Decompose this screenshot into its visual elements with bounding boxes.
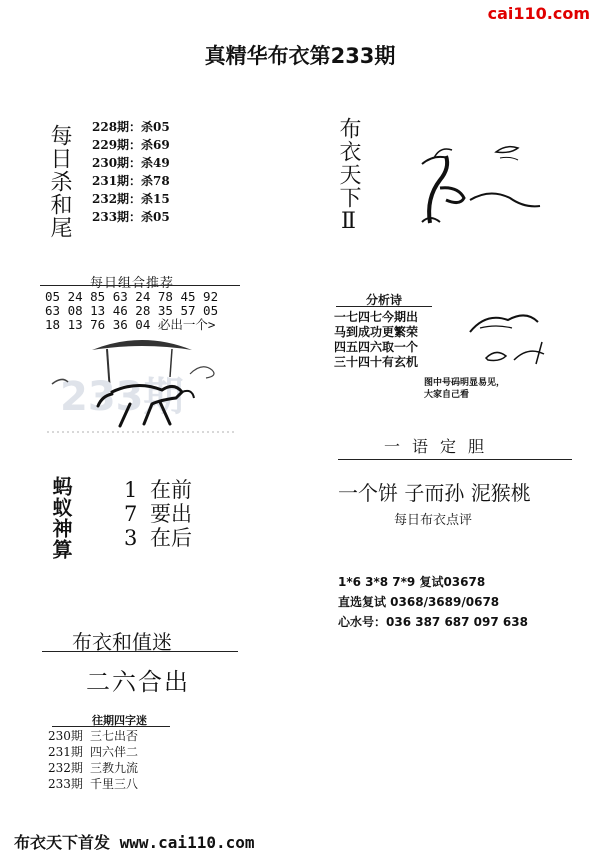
kill-tail-item: 229期：杀69 <box>92 138 170 152</box>
poem-line: 三十四十有玄机 <box>334 355 419 369</box>
history-row <box>48 728 138 744</box>
history-title: 往期四字迷 <box>92 714 147 727</box>
divider <box>338 459 572 460</box>
ant-calc-text: 在后 <box>150 526 192 550</box>
svg-text:233期: 233期 <box>60 374 184 420</box>
poem-note-line: 图中号码明显易见， <box>424 378 506 388</box>
history-list <box>48 728 138 792</box>
pick-line: 心水号：036 387 687 097 638 <box>338 615 528 629</box>
divider <box>42 651 238 652</box>
ant-calc-text: 在前 <box>150 478 192 502</box>
ant-calc-number: 1 <box>124 478 138 502</box>
ant-calc-text: 要出 <box>150 502 192 526</box>
page-title: 真精华布衣第233期 <box>204 44 396 68</box>
history-period: 233期 <box>48 777 83 791</box>
daily-combo-numbers <box>45 290 218 332</box>
divider <box>40 285 240 286</box>
ant-calc-row <box>124 526 192 550</box>
kill-tail-list <box>92 118 170 226</box>
poem-line: 四五四六取一个 <box>334 340 419 354</box>
kill-tail-item: 230期：杀49 <box>92 156 170 170</box>
bird-tree-illustration <box>400 138 550 228</box>
poem-lines <box>334 310 418 370</box>
number-picks <box>338 572 528 632</box>
combo-row: 63 08 13 46 28 35 57 05 <box>45 303 219 318</box>
history-row <box>48 760 138 776</box>
poem-note-line: 大家自己看 <box>424 390 470 400</box>
divider <box>52 726 170 727</box>
horse-illustration <box>42 332 242 452</box>
ant-calc-label: 蚂蚁神算 <box>49 476 73 560</box>
daily-kill-tail-label: 每日杀和尾 <box>47 124 72 239</box>
ant-calc-row <box>124 478 192 502</box>
one-word-answer: 一个饼 子而孙 泥猴桃 <box>338 481 531 505</box>
riddle-title: 布衣和值迷 <box>72 630 172 654</box>
combo-row: 18 13 76 36 04 必出一个> <box>45 317 216 332</box>
history-text: 三教九流 <box>90 761 139 775</box>
history-row <box>48 744 138 760</box>
poem-title: 分析诗 <box>366 293 403 307</box>
btx-label: 布衣天下Ⅱ <box>336 117 361 235</box>
poem-note <box>424 377 505 401</box>
history-row <box>48 776 138 792</box>
one-word-title: 一语定胆 <box>384 437 497 456</box>
kill-tail-item: 233期：杀05 <box>92 210 170 224</box>
daily-combo-title: 每日组合推荐 <box>90 276 175 291</box>
history-period: 231期 <box>48 745 83 759</box>
kill-tail-item: 232期：杀15 <box>92 192 170 206</box>
footer-text: 布衣天下首发 www.cai110.com <box>14 833 255 852</box>
pick-line: 直选复试 0368/3689/0678 <box>338 595 500 609</box>
history-text: 千里三八 <box>90 777 139 791</box>
ant-calc-list <box>124 478 192 550</box>
bird-illustration <box>466 302 566 372</box>
combo-row: 05 24 85 63 24 78 45 92 <box>45 289 219 304</box>
history-text: 四六伴二 <box>90 745 139 759</box>
poem-line: 马到成功更繁荣 <box>334 325 419 339</box>
kill-tail-item: 231期：杀78 <box>92 174 170 188</box>
riddle-answer: 二六合出 <box>86 668 190 696</box>
divider <box>336 306 432 307</box>
history-period: 230期 <box>48 729 83 743</box>
ant-calc-number: 7 <box>124 502 138 526</box>
history-period: 232期 <box>48 761 83 775</box>
history-text: 三七出否 <box>90 729 139 743</box>
one-word-subtitle: 每日布衣点评 <box>394 513 473 528</box>
site-brand[interactable]: cai110.com <box>487 4 590 23</box>
poem-line: 一七四七今期出 <box>334 310 419 324</box>
pick-line: 1*6 3*8 7*9 复试03678 <box>338 575 486 589</box>
ant-calc-row <box>124 502 192 526</box>
ant-calc-number: 3 <box>124 526 138 550</box>
kill-tail-item: 228期：杀05 <box>92 120 170 134</box>
